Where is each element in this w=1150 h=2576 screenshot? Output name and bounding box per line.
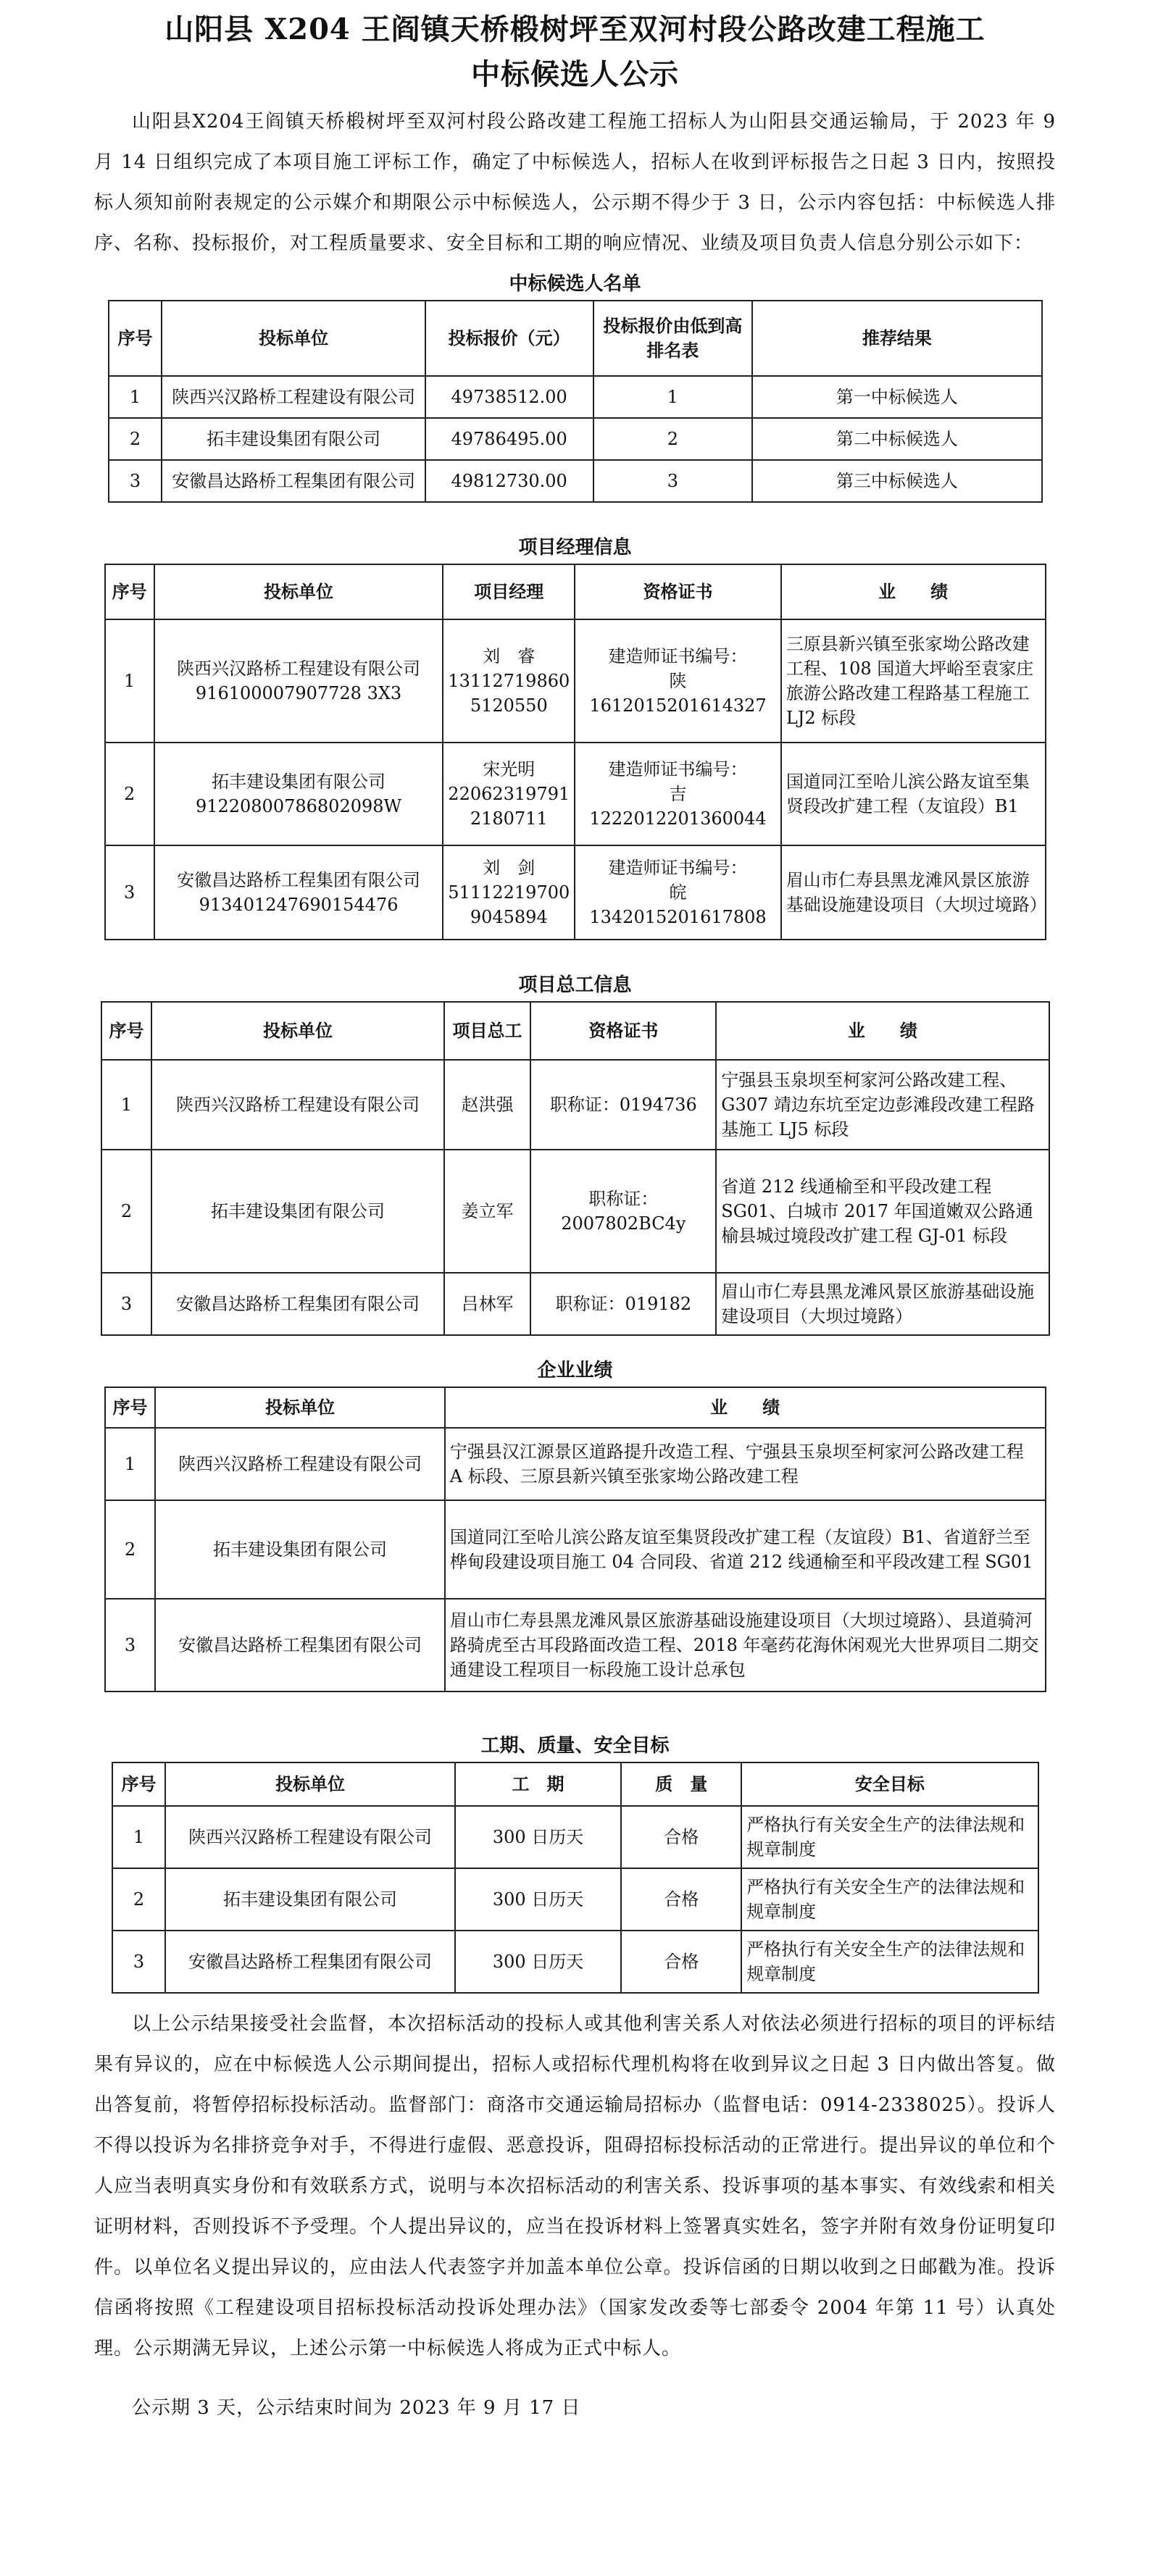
cell: 300 日历天 [455, 1868, 622, 1931]
col-header: 序号 [105, 1387, 156, 1428]
table-header-row [109, 301, 1042, 376]
table3-caption: 项目总工信息 [518, 974, 632, 996]
cell: 3 [109, 460, 162, 502]
cell: 吕林军 [444, 1273, 531, 1335]
table1-caption: 中标候选人名单 [509, 273, 641, 295]
cell: 3 [105, 1599, 156, 1691]
table-row [105, 619, 1046, 743]
cell: 刘 睿 13112719860 5120550 [443, 619, 575, 743]
col-header: 项目经理 [443, 564, 575, 619]
table5-caption: 工期、质量、安全目标 [480, 1735, 670, 1757]
schedule-quality-safety-table [112, 1762, 1039, 1994]
cell: 宁强县玉泉坝至柯家河公路改建工程、G307 靖边东坑至定边彭滩段改建工程路基施工 LJ5 标段 [716, 1060, 1049, 1150]
cell: 2 [112, 1868, 166, 1931]
cell: 安徽昌达路桥工程集团有限公司 [155, 1599, 444, 1691]
cell: 职称证：2007802BC4y [530, 1150, 716, 1273]
company-performance-table [104, 1387, 1046, 1692]
cell: 300 日历天 [455, 1931, 622, 1993]
cell: 49812730.00 [425, 460, 593, 502]
table-header-row [105, 1387, 1046, 1428]
cell: 严格执行有关安全生产的法律法规和规章制度 [741, 1868, 1038, 1931]
cell: 1 [105, 619, 154, 743]
table-row [105, 743, 1046, 845]
cell: 第一中标候选人 [752, 376, 1041, 418]
cell: 刘 剑 51112219700 9045894 [443, 845, 575, 940]
cell: 职称证：019182 [530, 1273, 716, 1335]
cell: 合格 [621, 1931, 741, 1993]
table-header-row [112, 1762, 1038, 1806]
cell: 拓丰建设集团有限公司 [162, 418, 425, 460]
table-row [105, 1428, 1046, 1500]
cell: 2 [105, 743, 154, 845]
cell: 合格 [621, 1868, 741, 1931]
cell: 建造师证书编号： 陕 1612015201614327 [575, 619, 781, 743]
cell: 安徽昌达路桥工程集团有限公司 [162, 460, 425, 502]
col-header: 业 绩 [445, 1387, 1046, 1428]
cell: 2 [101, 1150, 152, 1273]
table-row [112, 1931, 1038, 1993]
cell: 安徽昌达路桥工程集团有限公司 913401247690154476 [154, 845, 443, 940]
table-row [112, 1868, 1038, 1931]
col-header: 投标报价（元） [425, 301, 593, 376]
table-row [109, 376, 1042, 418]
cell: 安徽昌达路桥工程集团有限公司 [165, 1931, 454, 1993]
cell: 3 [112, 1931, 166, 1993]
col-header: 投标单位 [162, 301, 425, 376]
publicity-period: 公示期 3 天，公示结束时间为 2023 年 9 月 17 日 [132, 2397, 581, 2419]
table-row [105, 845, 1046, 940]
col-header: 序号 [109, 301, 162, 376]
col-header: 投标报价由低到高排名表 [593, 301, 753, 376]
cell: 合格 [621, 1806, 741, 1868]
cell: 2 [593, 418, 753, 460]
table-row [105, 1599, 1046, 1691]
col-header: 业 绩 [716, 1002, 1049, 1060]
col-header: 投标单位 [155, 1387, 444, 1428]
cell: 1 [109, 376, 162, 418]
cell: 陕西兴汉路桥工程建设有限公司 [155, 1428, 444, 1500]
cell: 陕西兴汉路桥工程建设有限公司 916100007907728 3X3 [154, 619, 443, 743]
cell: 49786495.00 [425, 418, 593, 460]
col-header: 资格证书 [575, 564, 781, 619]
doc-title-line2: 中标候选人公示 [471, 57, 679, 91]
col-header: 序号 [112, 1762, 166, 1806]
col-header: 项目总工 [444, 1002, 531, 1060]
cell: 49738512.00 [425, 376, 593, 418]
col-header: 推荐结果 [752, 301, 1041, 376]
cell: 陕西兴汉路桥工程建设有限公司 [151, 1060, 443, 1150]
col-header: 质 量 [621, 1762, 741, 1806]
table-header-row [101, 1002, 1049, 1060]
cell: 眉山市仁寿县黑龙滩风景区旅游基础设施建设项目（大坝过境路） [781, 845, 1046, 940]
cell: 姜立军 [444, 1150, 531, 1273]
cell: 拓丰建设集团有限公司 [155, 1500, 444, 1599]
cell: 1 [101, 1060, 152, 1150]
col-header: 序号 [101, 1002, 152, 1060]
cell: 眉山市仁寿县黑龙滩风景区旅游基础设施建设项目（大坝过境路）、县道骑河路骑虎至古耳段路面改造工程、2018 年毫药花海休闲观光大世界项目二期交通建设工程项目一标段施工设计总承包 [445, 1599, 1046, 1691]
cell: 300 日历天 [455, 1806, 622, 1868]
table-row [101, 1273, 1049, 1335]
table-row [101, 1150, 1049, 1273]
cell: 2 [109, 418, 162, 460]
candidates-table [108, 300, 1043, 503]
cell: 建造师证书编号： 吉 1222012201360044 [575, 743, 781, 845]
manager-table [104, 564, 1046, 940]
cell: 赵洪强 [444, 1060, 531, 1150]
cell: 安徽昌达路桥工程集团有限公司 [151, 1273, 443, 1335]
cell: 建造师证书编号： 皖 1342015201617808 [575, 845, 781, 940]
table-row [112, 1806, 1038, 1868]
col-header: 投标单位 [154, 564, 443, 619]
cell: 2 [105, 1500, 156, 1599]
cell: 3 [105, 845, 154, 940]
col-header: 序号 [105, 564, 154, 619]
cell: 1 [112, 1806, 166, 1868]
col-header: 工 期 [455, 1762, 622, 1806]
chief-engineer-table [101, 1001, 1050, 1336]
cell: 宁强县汉江源景区道路提升改造工程、宁强县玉泉坝至柯家河公路改建工程 A 标段、三原县新兴镇至张家坳公路改建工程 [445, 1428, 1046, 1500]
table-header-row [105, 564, 1046, 619]
col-header: 安全目标 [741, 1762, 1038, 1806]
intro-paragraph: 山阳县X204王阎镇天桥椴树坪至双河村段公路改建工程施工招标人为山阳县交通运输局，于 2023 年 9 月 14 日组织完成了本项目施工评标工作，确定了中标候选人，招标人在收到评标报告之日起 3 日内，按照投标人须知前附表规定的公示媒介和期限公示中标候选人，公示期不得少于 3 日，公示内容包括：中标候选人排序、名称、投标报价，对工程质量要求、安全目标和工期的响应情况、业绩及项目负责人信息分别公示如下： [94, 111, 1056, 254]
cell: 严格执行有关安全生产的法律法规和规章制度 [741, 1806, 1038, 1868]
cell: 拓丰建设集团有限公司 [165, 1868, 454, 1931]
table-row [109, 418, 1042, 460]
cell: 三原县新兴镇至张家坳公路改建工程、108 国道大坪峪至袁家庄旅游公路改建工程路基工程施工 LJ2 标段 [781, 619, 1046, 743]
cell: 严格执行有关安全生产的法律法规和规章制度 [741, 1931, 1038, 1993]
cell: 3 [101, 1273, 152, 1335]
notice-paragraph: 以上公示结果接受社会监督，本次招标活动的投标人或其他利害关系人对依法必须进行招标的项目的评标结果有异议的，应在中标候选人公示期间提出，招标人或招标代理机构将在收到异议之日起 3 日内做出答复。做出答复前，将暂停招标投标活动。监督部门：商洛市交通运输局招标办（监督电话：0914-2338025）。投诉人不得以投诉为名排挤竞争对手，不得进行虚假、恶意投诉，阻碍招标投标活动的正常进行。提出异议的单位和个人应当表明真实身份和有效联系方式，说明与本次招标活动的利害关系、投诉事项的基本事实、有效线索和相关证明材料，否则投诉不予受理。个人提出异议的，应当在投诉材料上签署真实姓名，签字并附有效身份证明复印件。以单位名义提出异议的，应由法人代表签字并加盖本单位公章。投诉信函的日期以收到之日邮戳为准。投诉信函将按照《工程建设项目招标投标活动投诉处理办法》（国家发改委等七部委令 2004 年第 11 号）认真处理。公示期满无异议，上述公示第一中标候选人将成为正式中标人。 [94, 2013, 1056, 2359]
cell: 省道 212 线通榆至和平段改建工程 SG01、白城市 2017 年国道嫩双公路通榆县城过境段改扩建工程 GJ-01 标段 [716, 1150, 1049, 1273]
table-row [105, 1500, 1046, 1599]
cell: 陕西兴汉路桥工程建设有限公司 [165, 1806, 454, 1868]
cell: 拓丰建设集团有限公司 91220800786802098W [154, 743, 443, 845]
cell: 1 [593, 376, 753, 418]
doc-title-line1: 山阳县 X204 王阎镇天桥椴树坪至双河村段公路改建工程施工 [164, 12, 986, 46]
cell: 第三中标候选人 [752, 460, 1041, 502]
cell: 国道同江至哈儿滨公路友谊至集贤段改扩建工程（友谊段）B1、省道舒兰至桦甸段建设项目施工 04 合同段、省道 212 线通榆至和平段改建工程 SG01 [445, 1500, 1046, 1599]
cell: 陕西兴汉路桥工程建设有限公司 [162, 376, 425, 418]
col-header: 投标单位 [151, 1002, 443, 1060]
cell: 3 [593, 460, 753, 502]
cell: 第二中标候选人 [752, 418, 1041, 460]
col-header: 业 绩 [781, 564, 1046, 619]
col-header: 投标单位 [165, 1762, 454, 1806]
table-row [101, 1060, 1049, 1150]
table2-caption: 项目经理信息 [518, 537, 632, 559]
cell: 眉山市仁寿县黑龙滩风景区旅游基础设施建设项目（大坝过境路） [716, 1273, 1049, 1335]
table-row [109, 460, 1042, 502]
table4-caption: 企业业绩 [537, 1360, 613, 1381]
cell: 国道同江至哈儿滨公路友谊至集贤段改扩建工程（友谊段）B1 [781, 743, 1046, 845]
cell: 1 [105, 1428, 156, 1500]
cell: 职称证：0194736 [530, 1060, 716, 1150]
cell: 拓丰建设集团有限公司 [151, 1150, 443, 1273]
cell: 宋光明 22062319791 2180711 [443, 743, 575, 845]
col-header: 资格证书 [530, 1002, 716, 1060]
